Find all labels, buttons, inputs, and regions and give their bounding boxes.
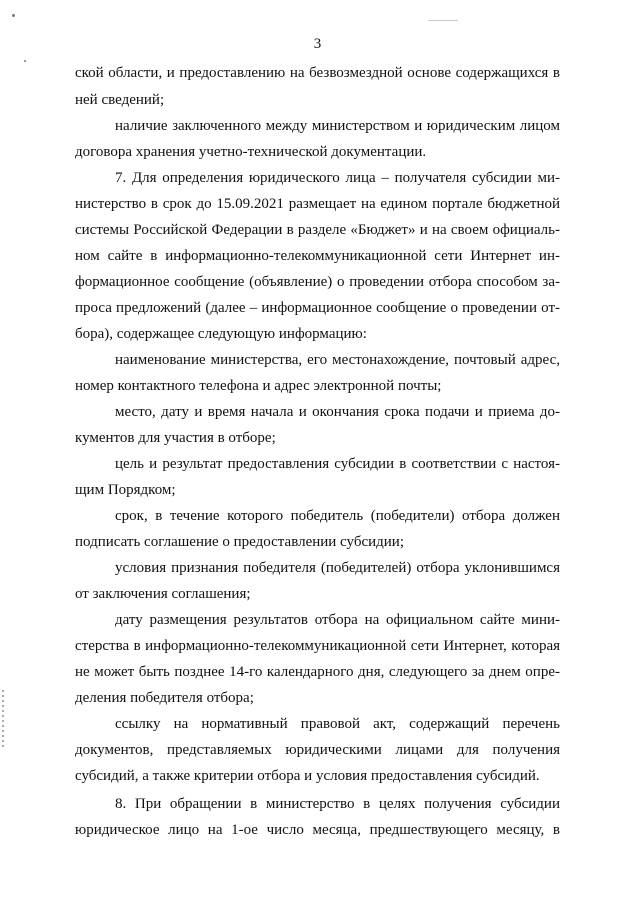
page-number: 3 [313, 36, 322, 52]
text-line: 8. При обращении в министерство в целях получения субсидии [115, 796, 560, 812]
scan-speck [24, 60, 26, 62]
text-line: ской области, и предоставлению на безвозмездной основе содержащихся в [75, 65, 560, 81]
text-line: щим Порядком; [75, 482, 176, 498]
text-line: наличие заключенного между министерством и юридическим лицом [115, 118, 560, 134]
text-line: деления победителя отбора; [75, 690, 254, 706]
text-line: номер контактного телефона и адрес электронной почты; [75, 378, 442, 394]
text-line: наименование министерства, его местонахождение, почтовый адрес, [115, 352, 560, 368]
text-line: подписать соглашение о предоставлении субсидии; [75, 534, 404, 550]
text-line: цель и результат предоставления субсидии в соответствии с настоя- [115, 456, 560, 472]
text-line: ном сайте в информационно-телекоммуникационной сети Интернет ин- [75, 248, 560, 264]
text-line: место, дату и время начала и окончания срока подачи и приема до- [115, 404, 560, 420]
scan-edge-mark [2, 690, 4, 750]
text-line: от заключения соглашения; [75, 586, 251, 602]
text-line: ней сведений; [75, 92, 165, 108]
text-line: системы Российской Федерации в разделе «Бюджет» и на своем официаль- [75, 222, 560, 238]
scan-speck [12, 14, 15, 17]
text-line: дату размещения результатов отбора на официальном сайте мини- [115, 612, 560, 628]
text-line: документов, представляемых юридическими лицами для получения [75, 742, 560, 758]
text-line: договора хранения учетно-технической документации. [75, 144, 427, 160]
scan-speck [428, 20, 458, 21]
text-line: проса предложений (далее – информационное сообщение о проведении от- [75, 300, 560, 316]
text-line: нистерство в срок до 15.09.2021 размещает на едином портале бюджетной [75, 196, 560, 212]
text-line: юридическое лицо на 1-ое число месяца, предшествующего месяцу, в [75, 822, 560, 838]
text-line: срок, в течение которого победитель (победители) отбора должен [115, 508, 560, 524]
text-line: формационное сообщение (объявление) о проведении отбора способом за- [75, 274, 560, 290]
text-line: 7. Для определения юридического лица – получателя субсидии ми- [115, 170, 560, 186]
text-line: условия признания победителя (победителей) отбора уклонившимся [115, 560, 560, 576]
text-line: ссылку на нормативный правовой акт, содержащий перечень [115, 716, 560, 732]
text-line: субсидий, а также критерии отбора и условия предоставления субсидий. [75, 768, 540, 784]
text-line: стерства в информационно-телекоммуникационной сети Интернет, которая [75, 638, 560, 654]
text-line: кументов для участия в отборе; [75, 430, 276, 446]
text-line: бора), содержащее следующую информацию: [75, 326, 367, 342]
text-line: не может быть позднее 14-го календарного дня, следующего за днем опре- [75, 664, 560, 680]
